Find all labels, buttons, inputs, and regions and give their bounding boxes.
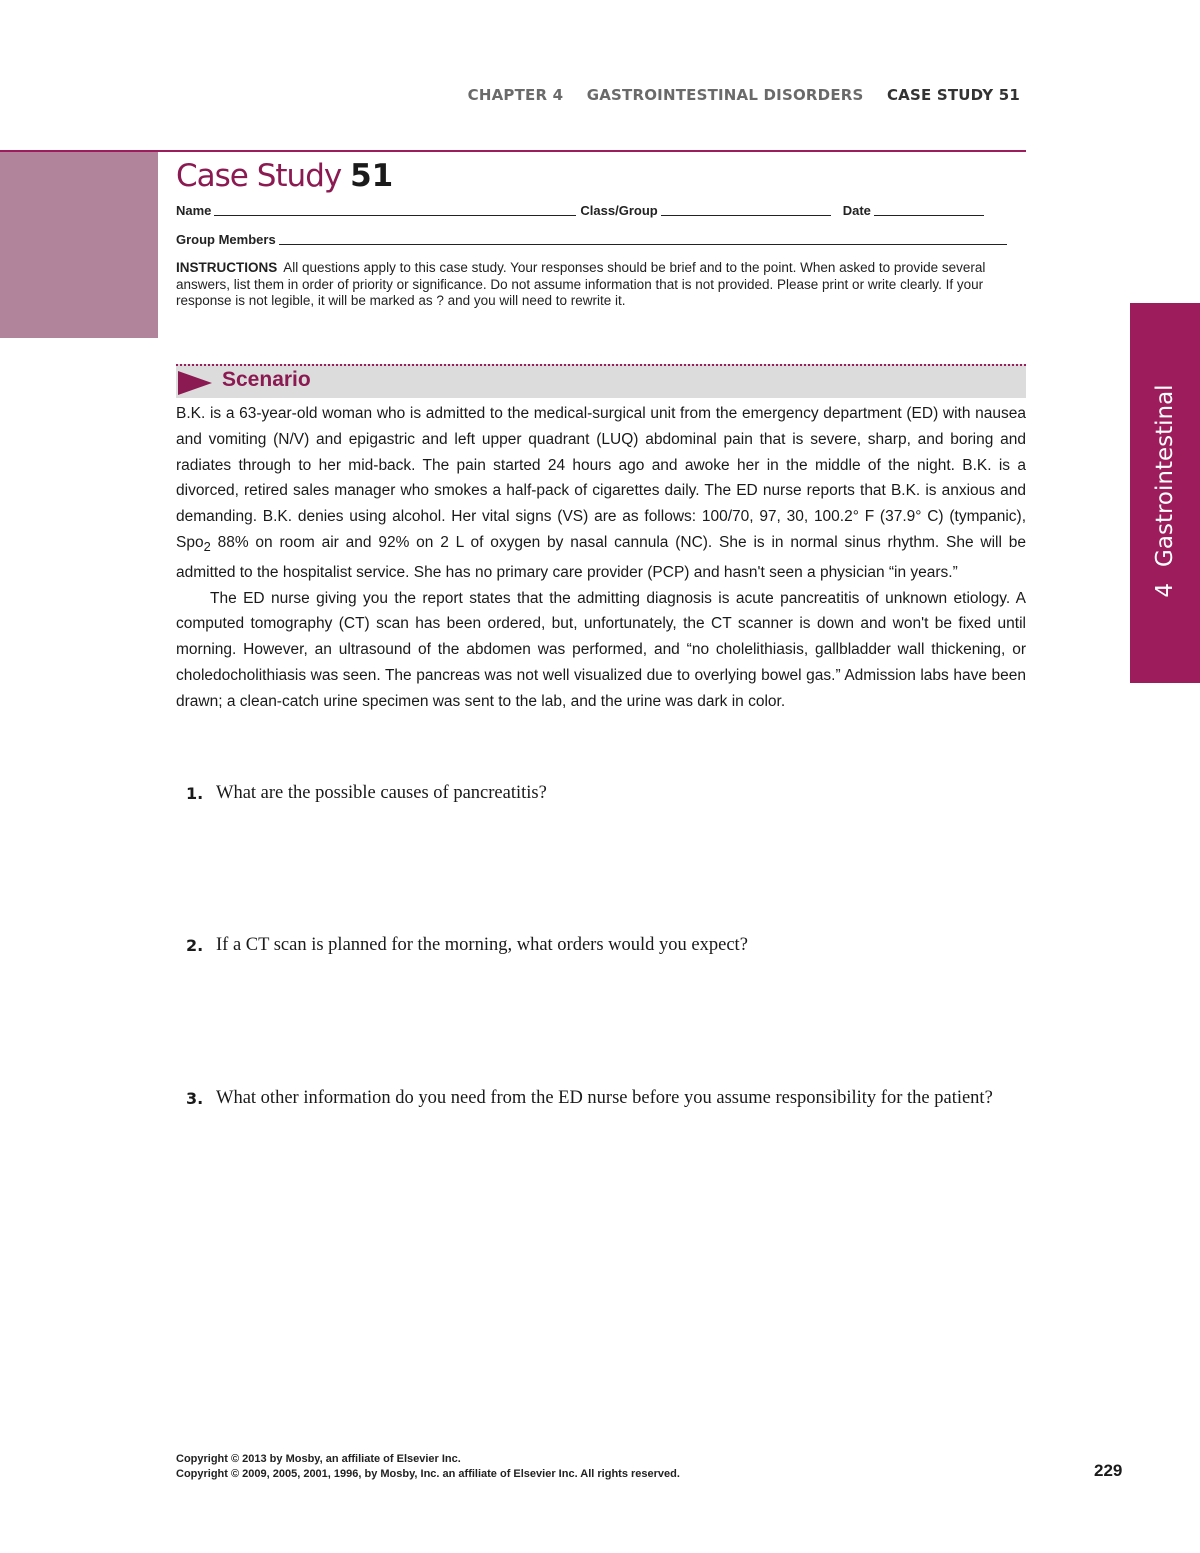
form-row-2 (176, 232, 1026, 247)
question-text: What are the possible causes of pancreatitis? (216, 783, 547, 803)
instructions-keyword: INSTRUCTIONS (176, 260, 278, 275)
group-members-field[interactable] (279, 232, 1007, 245)
spo2-subscript: 2 (203, 539, 211, 555)
question-3 (186, 1087, 1026, 1110)
scenario-header (176, 364, 1026, 398)
page-title (176, 158, 393, 194)
section-label: GASTROINTESTINAL DISORDERS (586, 86, 864, 104)
class-group-field[interactable] (661, 203, 831, 216)
scenario-paragraph-2: The ED nurse giving you the report states that the admitting diagnosis is acute pancreatitis of unknown etiology. A computed tomography (CT) scan has been ordered, but, unfortunately, the CT scanner is down and won't be fixed until morning. However, an ultrasound of the abdomen was performed, and “no cholelithiasis, gallbladder wall thickening, or choledocholithiasis was seen. The pancreas was not well visualized due to overlying bowel gas.” Admission labs have been drawn; a clean-catch urine specimen was sent to the lab, and the urine was dark in color. (176, 589, 1026, 710)
copyright-footer (176, 1452, 680, 1482)
scenario-p1-part-a: B.K. is a 63-year-old woman who is admitted to the medical-surgical unit from the emergency department (ED) with nausea and vomiting (N/V) and epigastric and left upper quadrant (LUQ) abdominal pain that is severe, sharp, and boring and radiates through to her mid-back. The pain started 24 hours ago and awoke her in the middle of the night. B.K. is a divorced, retired sales manager who smokes a half-pack of cigarettes daily. The ED nurse reports that B.K. is anxious and demanding. B.K. denies using alcohol. Her vital signs (VS) are as follows: 100/70, 97, 30, 100.2° F (37.9° C) (tympanic), Spo (176, 405, 1026, 551)
date-field[interactable] (874, 203, 984, 216)
group-members-label: Group Members (176, 232, 276, 247)
question-number: 3. (186, 1089, 204, 1108)
scenario-heading: Scenario (222, 368, 311, 391)
question-text: What other information do you need from the ED nurse before you assume responsibility for the patient? (216, 1088, 993, 1108)
case-label: CASE STUDY 51 (886, 86, 1020, 104)
side-tab-text (1152, 301, 1178, 681)
copyright-line-2: Copyright © 2009, 2005, 2001, 1996, by Mosby, Inc. an affiliate of Elsevier Inc. All rights reserved. (176, 1468, 680, 1480)
question-number: 2. (186, 936, 204, 955)
title-label: Case Study (176, 158, 342, 194)
side-tab-number: 4 (1152, 582, 1178, 598)
instructions (176, 260, 1026, 310)
side-tab-label: Gastrointestinal (1152, 384, 1178, 567)
question-number: 1. (186, 784, 204, 803)
question-2 (186, 934, 1026, 957)
question-1 (186, 782, 1026, 805)
class-group-label: Class/Group (580, 203, 658, 218)
date-label: Date (842, 203, 871, 218)
instructions-text: All questions apply to this case study. Your responses should be brief and to the point. When asked to provide several answers, list them in order of priority or significance. Do not assume information that is not provided. Please print or write clearly. If your response is not legible, it will be marked as ? and you will need to rewrite it. (176, 260, 986, 308)
page-number: 229 (1094, 1461, 1123, 1480)
scenario-body (176, 401, 1026, 715)
arrow-right-icon (178, 371, 212, 395)
question-text: If a CT scan is planned for the morning, what orders would you expect? (216, 935, 748, 955)
running-head (450, 86, 1020, 104)
name-label: Name (176, 203, 212, 218)
chapter-side-tab (1130, 303, 1200, 683)
title-number: 51 (350, 158, 394, 194)
scenario-paragraph-1 (176, 401, 1026, 586)
decorative-side-block (0, 152, 158, 338)
scenario-p1-part-b: 88% on room air and 92% on 2 L of oxygen by nasal cannula (NC). She is in normal sinus rhythm. She will be admitted to the hospitalist service. She has no primary care provider (PCP) and hasn't seen a physician “in years.” (176, 533, 1026, 581)
form-row-1 (176, 203, 1016, 218)
name-field[interactable] (214, 203, 576, 216)
copyright-line-1: Copyright © 2013 by Mosby, an affiliate of Elsevier Inc. (176, 1453, 461, 1465)
chapter-label: CHAPTER 4 (467, 86, 564, 104)
